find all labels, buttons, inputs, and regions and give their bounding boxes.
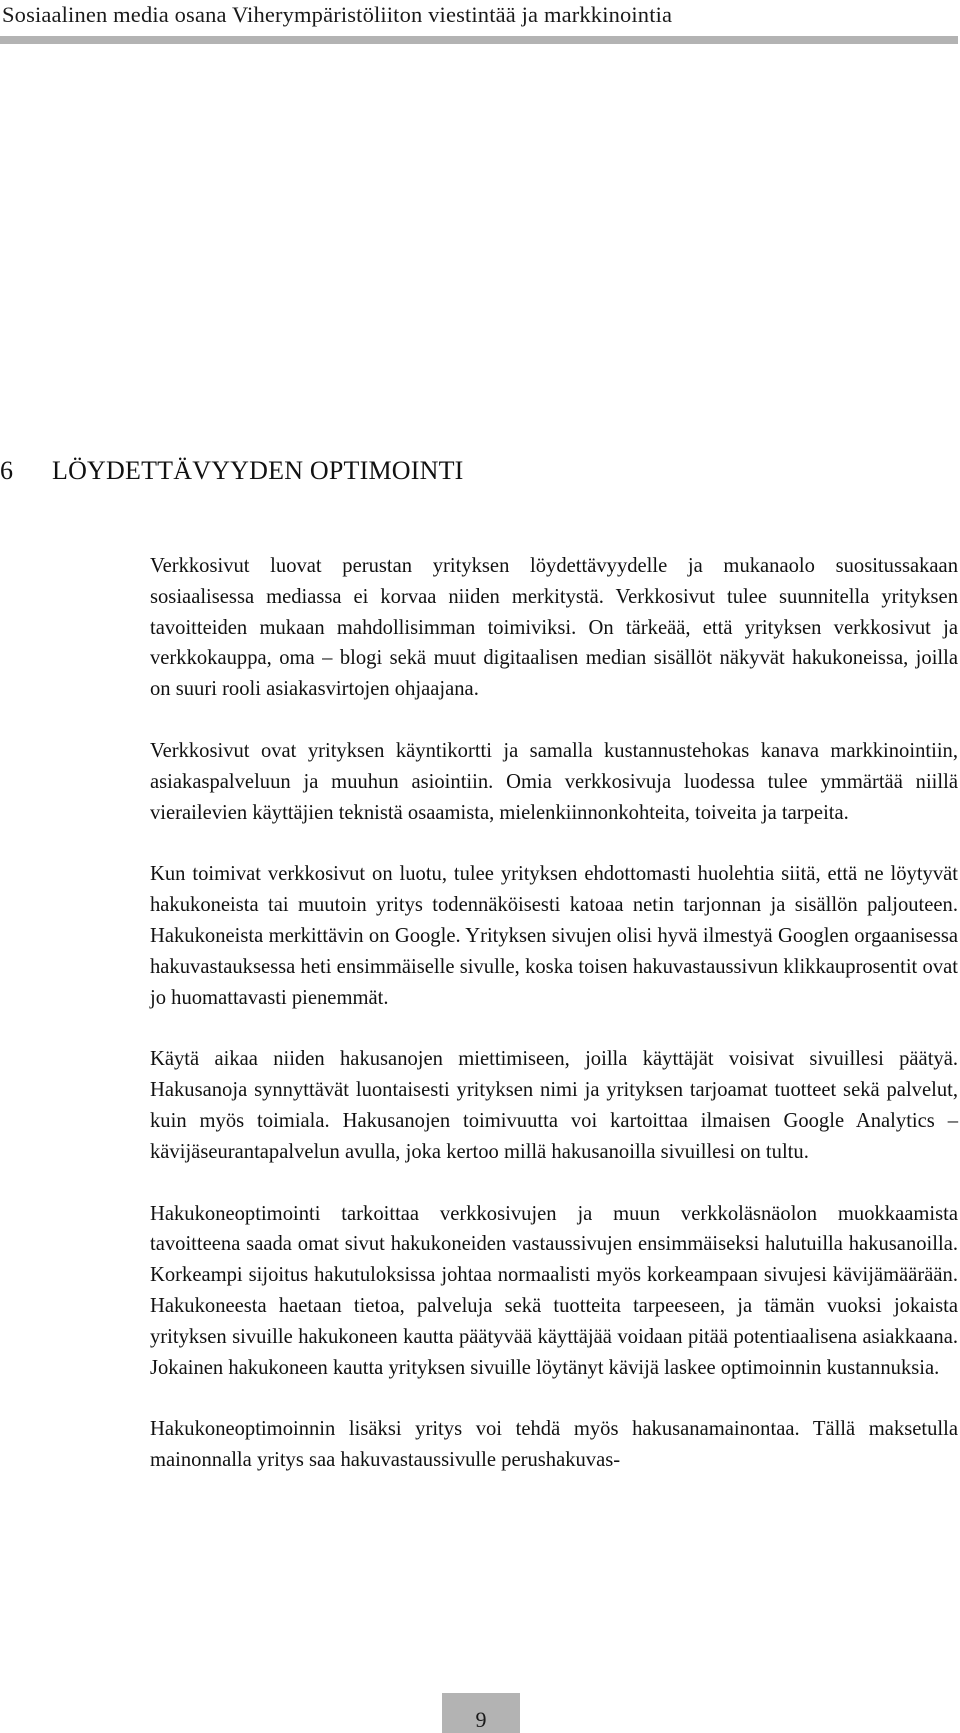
paragraph-1: Verkkosivut luovat perustan yrityksen löydettävyydelle ja mukanaolo suositussakaan sosiaalisessa mediassa ei korvaa niiden merkitystä. Verkkosivut tulee suunnitella yrityksen tavoitteiden mukaan mahdollisimman toimiviksi. On tärkeää, että yrityksen verkkosivut ja verkkokauppa, oma – blogi sekä muut digitaalisen median sisällöt näkyvät hakukoneissa, joilla on suuri rooli asiakasvirtojen ohjaajana. bbox=[150, 555, 958, 701]
chapter-number: 6 bbox=[0, 456, 14, 485]
chapter-heading bbox=[0, 456, 464, 486]
page-number: 9 bbox=[475, 1707, 487, 1732]
paragraph-3: Kun toimivat verkkosivut on luotu, tulee yrityksen ehdottomasti huolehtia siitä, että ne löytyvät hakukoneista tai muutoin yritys todennäköisesti katoaa netin tarjonnan ja sisällön paljouteen. Hakukoneista merkittävin on Google. Yrityksen sivujen olisi hyvä ilmestyä Googlen orgaanisessa hakuvastauksessa heti ensimmäiselle sivulle, koska toisen hakuvastaussivun klikkauprosentit ovat jo huomattavasti pienemmät. bbox=[150, 863, 958, 1009]
header-rule bbox=[0, 36, 958, 44]
paragraph-5: Hakukoneoptimointi tarkoittaa verkkosivujen ja muun verkkoläsnäolon muokkaamista tavoitteena saada omat sivut hakukoneiden vastaussivujen ensimmäiseksi halutuilla hakusanoilla. Korkeampi sijoitus hakutuloksissa johtaa normaalisti myös korkeampaan sivujesi kävijämäärään. Hakukoneesta haetaan tietoa, palveluja sekä tuotteita tarpeeseen, ja tämän vuoksi jokaista yrityksen sivuille hakukoneen kautta päätyvää käyttäjää voidaan pitää potentiaalisena asiakkaana. Jokainen hakukoneen kautta yrityksen sivuille löytänyt kävijä laskee optimoinnin kustannuksia. bbox=[150, 1202, 958, 1379]
running-header bbox=[0, 0, 960, 46]
page-number-box bbox=[442, 1693, 520, 1733]
chapter-title: LÖYDETTÄVYYDEN OPTIMOINTI bbox=[52, 456, 464, 485]
paragraph-6: Hakukoneoptimoinnin lisäksi yritys voi tehdä myös hakusanamainontaa. Tällä maksetulla mainonnalla yritys saa hakuvastaussivulle perushakuvas- bbox=[150, 1418, 958, 1472]
body-text bbox=[150, 551, 958, 1507]
paragraph-4: Käytä aikaa niiden hakusanojen miettimiseen, joilla käyttäjät voisivat sivuillesi päätyä. Hakusanoja synnyttävät luontaisesti yrityksen nimi ja yrityksen tarjoamat tuotteet sekä palvelut, kuin myös toimiala. Hakusanojen toimivuutta voi kartoittaa ilmaisen Google Analytics – kävijäseurantapalvelun avulla, joka kertoo millä hakusanoilla sivuillesi on tultu. bbox=[150, 1048, 958, 1163]
running-header-title: Sosiaalinen media osana Viherympäristöliiton viestintää ja markkinointia bbox=[2, 2, 673, 27]
paragraph-2: Verkkosivut ovat yrityksen käyntikortti ja samalla kustannustehokas kanava markkinointiin, asiakaspalveluun ja muuhun asiointiin. Omia verkkosivuja luodessa tulee ymmärtää niillä vierailevien käyttäjien teknistä osaamista, mielenkiinnonkohteita, toiveita ja tarpeita. bbox=[150, 739, 958, 824]
